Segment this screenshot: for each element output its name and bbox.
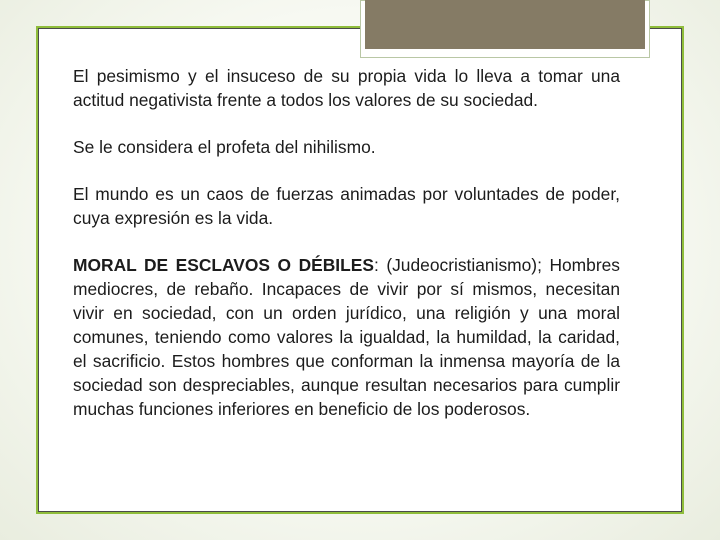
moral-heading: MORAL DE ESCLAVOS O DÉBILES (73, 255, 374, 275)
paragraph-nihilismo: Se le considera el profeta del nihilismo. (73, 137, 376, 157)
moral-body: : (Judeocristianismo); Hombres mediocres, de rebaño. Incapaces de vivir por sí mismos, necesitan vivir en sociedad, con un orden jurídico, una religión y una moral comunes, teniendo como valores la igualdad, la humildad, la caridad, el sacrificio. Estos hombres que conforman la inmensa mayoría de la sociedad son despreciables, aunque resultan necesarios para cumplir muchas funciones inferiores en beneficio de los poderosos. (73, 255, 620, 419)
paragraph-pesimismo: El pesimismo y el insuceso de su propia vida lo lleva a tomar una actitud negativista frente a todos los valores de su sociedad. (73, 66, 620, 110)
paragraph-moral-esclavos (73, 253, 620, 421)
slide-body (73, 64, 620, 421)
paragraph-mundo: El mundo es un caos de fuerzas animadas por voluntades de poder, cuya expresión es la vida. (73, 184, 620, 228)
decorative-title-fill (365, 0, 645, 49)
